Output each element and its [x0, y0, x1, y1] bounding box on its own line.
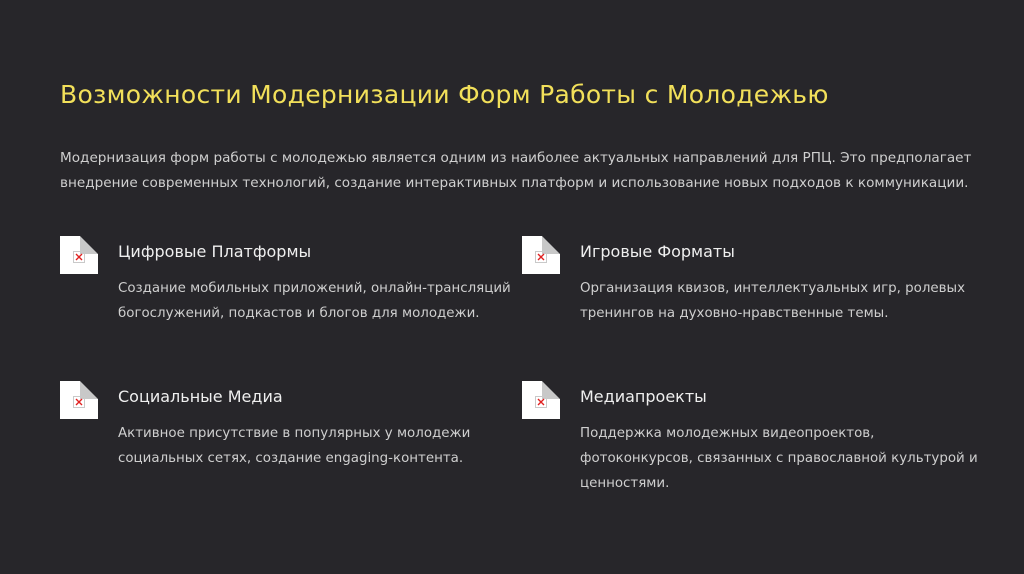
card-description: Активное присутствие в популярных у молодежи социальных сетях, создание engaging-контента. [118, 426, 471, 466]
broken-image-icon [522, 236, 560, 274]
broken-image-icon [60, 236, 98, 274]
card-title: Цифровые Платформы [118, 242, 312, 261]
card-title: Медиапроекты [580, 387, 707, 406]
slide-intro: Модернизация форм работы с молодежью является одним из наиболее актуальных направлений для РПЦ. Это предполагает внедрение современных технологий, создание интерактивных платформ и использование новых подходов к коммуникации. [60, 150, 972, 191]
card-title: Социальные Медиа [118, 387, 283, 406]
card-description: Поддержка молодежных видеопроектов, фотоконкурсов, связанных с православной культурой и ценностями. [580, 426, 978, 491]
card-description: Создание мобильных приложений, онлайн-трансляций богослужений, подкастов и блогов для молодежи. [118, 281, 511, 321]
broken-image-icon [60, 381, 98, 419]
card-title: Игровые Форматы [580, 242, 735, 261]
slide-title: Возможности Модернизации Форм Работы с Молодежью [60, 80, 829, 109]
card-description: Организация квизов, интеллектуальных игр, ролевых тренингов на духовно-нравственные темы. [580, 281, 966, 321]
broken-image-icon [522, 381, 560, 419]
